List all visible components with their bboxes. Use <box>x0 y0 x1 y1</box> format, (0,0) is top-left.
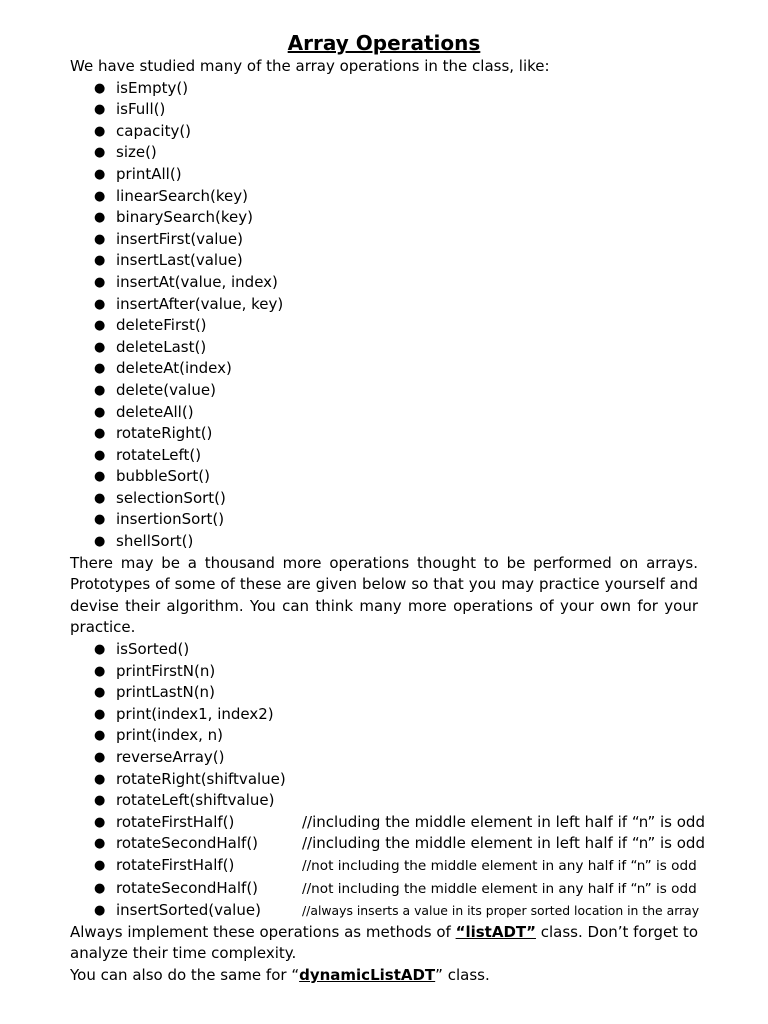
bullet-icon: ● <box>94 663 106 679</box>
bullet-icon: ● <box>94 231 106 247</box>
studied-operation-item <box>94 121 698 143</box>
operation-name: binarySearch(key) <box>116 208 253 227</box>
bullet-icon: ● <box>94 771 106 787</box>
studied-operation-item <box>94 488 698 510</box>
operation-comment: //not including the middle element in any half if “n” is odd <box>302 880 697 897</box>
bullet-icon: ● <box>94 123 106 139</box>
operation-name: capacity() <box>116 121 192 140</box>
operation-name: insertAfter(value, key) <box>116 294 284 313</box>
practice-operation-item <box>94 639 698 661</box>
bullet-icon: ● <box>94 814 106 830</box>
bullet-icon: ● <box>94 361 106 377</box>
operation-comment: //including the middle element in left half if “n” is odd <box>302 834 705 853</box>
closing-text-2: class. Don’t forget to analyze their time complexity. <box>70 922 698 963</box>
operation-name: isFull() <box>116 100 166 119</box>
closing-paragraph-2 <box>70 965 698 987</box>
operation-prototype: rotateFirstHalf() <box>116 812 235 831</box>
operation-comment: //always inserts a value in its proper sorted location in the array <box>302 903 700 919</box>
operation-prototype: rotateFirstHalf() <box>116 855 235 874</box>
studied-operation-item <box>94 445 698 467</box>
operation-prototype: rotateRight(shiftvalue) <box>116 769 286 788</box>
practice-operation-item <box>94 704 698 726</box>
studied-operation-item <box>94 423 698 445</box>
studied-operation-item <box>94 337 698 359</box>
studied-operation-item <box>94 164 698 186</box>
operation-prototype: isSorted() <box>116 640 190 659</box>
page-title: Array Operations <box>287 31 481 55</box>
studied-operation-item <box>94 207 698 229</box>
studied-operation-item <box>94 380 698 402</box>
bullet-icon: ● <box>94 318 106 334</box>
practice-operation-item <box>94 900 698 922</box>
studied-operation-item <box>94 294 698 316</box>
practice-operation-item <box>94 725 698 747</box>
operation-name: insertFirst(value) <box>116 229 244 248</box>
studied-operations-list <box>70 78 698 553</box>
operation-name: deleteFirst() <box>116 316 207 335</box>
operation-name: shellSort() <box>116 532 194 551</box>
practice-operation-item <box>94 769 698 791</box>
bullet-icon: ● <box>94 188 106 204</box>
bullet-icon: ● <box>94 880 106 896</box>
operation-prototype: rotateSecondHalf() <box>116 834 259 853</box>
operation-name: insertAt(value, index) <box>116 272 278 291</box>
closing-text-1: Always implement these operations as methods of <box>70 922 456 941</box>
closing-text-4: ” class. <box>435 965 490 984</box>
operation-prototype: print(index1, index2) <box>116 704 274 723</box>
studied-operation-item <box>94 250 698 272</box>
studied-operation-item <box>94 315 698 337</box>
studied-operation-item <box>94 229 698 251</box>
practice-operation-item <box>94 878 698 901</box>
practice-operation-item <box>94 747 698 769</box>
bullet-icon: ● <box>94 642 106 658</box>
studied-operation-item <box>94 142 698 164</box>
practice-operation-item <box>94 833 705 855</box>
bullet-icon: ● <box>94 166 106 182</box>
bullet-icon: ● <box>94 80 106 96</box>
dynamic-list-adt-class: dynamicListADT <box>299 965 436 984</box>
operation-name: size() <box>116 143 157 162</box>
operation-name: bubbleSort() <box>116 467 210 486</box>
operation-name: rotateRight() <box>116 424 213 443</box>
bullet-icon: ● <box>94 274 106 290</box>
studied-operation-item <box>94 272 698 294</box>
bullet-icon: ● <box>94 750 106 765</box>
studied-operation-item <box>94 402 698 424</box>
studied-operation-item <box>94 78 698 100</box>
operation-name: deleteAt(index) <box>116 359 232 378</box>
bullet-icon: ● <box>94 426 106 442</box>
operation-name: insertLast(value) <box>116 251 243 270</box>
studied-operation-item <box>94 509 698 531</box>
bullet-icon: ● <box>94 253 106 269</box>
bullet-icon: ● <box>94 339 106 355</box>
operation-name: delete(value) <box>116 380 216 399</box>
operation-name: isEmpty() <box>116 78 189 97</box>
operation-prototype: printLastN(n) <box>116 683 215 702</box>
operation-name: insertionSort() <box>116 510 225 529</box>
operation-name: selectionSort() <box>116 488 226 507</box>
intro-text: We have studied many of the array operations in the class, like: <box>70 57 550 75</box>
operation-name: deleteAll() <box>116 402 194 421</box>
operation-prototype: insertSorted(value) <box>116 901 261 920</box>
operation-name: rotateLeft() <box>116 445 202 464</box>
studied-operation-item <box>94 531 698 553</box>
bullet-icon: ● <box>94 836 106 852</box>
operation-prototype: rotateLeft(shiftvalue) <box>116 791 275 810</box>
studied-operation-item <box>94 466 698 488</box>
list-adt-class: “listADT” <box>455 922 536 941</box>
operation-name: deleteLast() <box>116 337 207 356</box>
bullet-icon: ● <box>94 490 106 506</box>
closing-paragraph <box>70 922 698 965</box>
bullet-icon: ● <box>94 685 106 701</box>
bullet-icon: ● <box>94 469 106 485</box>
bullet-icon: ● <box>94 404 106 420</box>
bullet-icon: ● <box>94 857 106 873</box>
operation-prototype: reverseArray() <box>116 748 225 766</box>
middle-paragraph: There may be a thousand more operations thought to be performed on arrays. Prototypes of some of these are given below so that you may practice yourself and devise their algorithm. You can think many more operations of your own for your practice. <box>70 553 698 637</box>
practice-operation-item <box>94 682 698 704</box>
practice-operation-item <box>94 661 698 683</box>
operation-prototype: print(index, n) <box>116 726 224 745</box>
practice-operation-item <box>94 855 698 878</box>
bullet-icon: ● <box>94 512 106 528</box>
bullet-icon: ● <box>94 793 106 809</box>
operation-name: printAll() <box>116 164 182 183</box>
bullet-icon: ● <box>94 296 106 312</box>
closing-text-3: You can also do the same for “ <box>70 965 300 984</box>
bullet-icon: ● <box>94 382 106 398</box>
operation-comment: //not including the middle element in any half if “n” is odd <box>302 857 697 874</box>
studied-operation-item <box>94 186 698 208</box>
studied-operation-item <box>94 99 698 121</box>
bullet-icon: ● <box>94 210 106 226</box>
operation-prototype: printFirstN(n) <box>116 661 216 680</box>
operation-prototype: rotateSecondHalf() <box>116 878 259 897</box>
practice-operations-list <box>70 639 705 922</box>
bullet-icon: ● <box>94 903 106 919</box>
bullet-icon: ● <box>94 728 106 744</box>
operation-comment: //including the middle element in left half if “n” is odd <box>302 812 705 831</box>
bullet-icon: ● <box>94 145 106 161</box>
practice-operation-item <box>94 790 698 812</box>
practice-operation-item <box>94 812 705 834</box>
bullet-icon: ● <box>94 534 106 550</box>
studied-operation-item <box>94 358 698 380</box>
bullet-icon: ● <box>94 102 106 118</box>
bullet-icon: ● <box>94 447 106 463</box>
bullet-icon: ● <box>94 706 106 722</box>
operation-name: linearSearch(key) <box>116 186 248 205</box>
